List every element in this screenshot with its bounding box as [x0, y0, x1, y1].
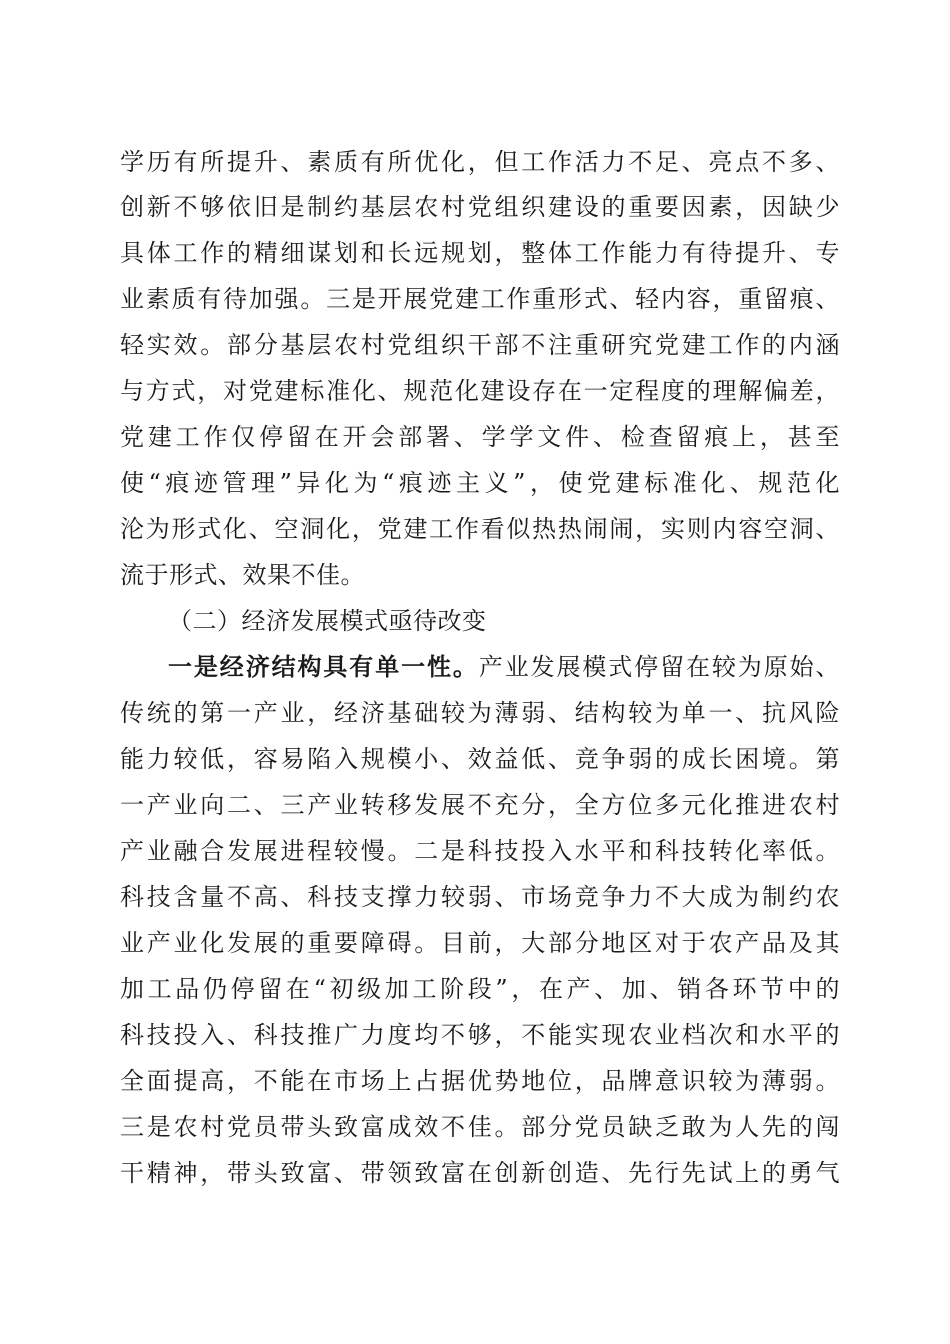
body-text-line: 沦为形式化、空洞化，党建工作看似热热闹闹，实则内容空洞、	[120, 515, 840, 543]
body-text-line: 与方式，对党建标准化、规范化建设存在一定程度的理解偏差，	[120, 377, 840, 405]
body-text-line: 业素质有待加强。三是开展党建工作重形式、轻内容，重留痕、	[120, 285, 840, 313]
body-text-line: 干精神，带头致富、带领致富在创新创造、先行先试上的勇气	[120, 1159, 840, 1187]
body-text-line: 业产业化发展的重要障碍。目前，大部分地区对于农产品及其	[120, 929, 840, 957]
body-text-line: 全面提高，不能在市场上占据优势地位，品牌意识较为薄弱。	[120, 1067, 840, 1095]
body-text-line: 轻实效。部分基层农村党组织干部不注重研究党建工作的内涵	[120, 331, 840, 359]
body-text-line: 流于形式、效果不佳。	[120, 561, 365, 589]
body-text-line: 一产业向二、三产业转移发展不充分，全方位多元化推进农村	[120, 791, 840, 819]
body-text-line: 三是农村党员带头致富成效不佳。部分党员缺乏敢为人先的闯	[120, 1113, 840, 1141]
paragraph-first-line-rest: 产业发展模式停留在较为原始、	[478, 653, 841, 681]
body-text-line: 具体工作的精细谋划和长远规划，整体工作能力有待提升、专	[120, 239, 840, 267]
body-text-line: 能力较低，容易陷入规模小、效益低、竞争弱的成长困境。第	[120, 745, 840, 773]
body-text-line: 使“痕迹管理”异化为“痕迹主义”，使党建标准化、规范化	[120, 469, 840, 497]
paragraph-lead-phrase: 一是经济结构具有单一性。	[168, 652, 479, 681]
body-text-line: 创新不够依旧是制约基层农村党组织建设的重要因素，因缺少	[120, 193, 840, 221]
body-text-line: 产业融合发展进程较慢。二是科技投入水平和科技转化率低。	[120, 837, 840, 865]
paragraph-first-line	[168, 643, 840, 691]
body-text-line: 党建工作仅停留在开会部署、学学文件、检查留痕上，甚至	[120, 423, 840, 451]
section-heading: （二）经济发展模式亟待改变	[168, 607, 487, 635]
body-text-line: 传统的第一产业，经济基础较为薄弱、结构较为单一、抗风险	[120, 699, 840, 727]
body-text-line: 学历有所提升、素质有所优化，但工作活力不足、亮点不多、	[120, 148, 840, 176]
body-text-line: 加工品仍停留在“初级加工阶段”，在产、加、销各环节中的	[120, 975, 840, 1003]
body-text-line: 科技投入、科技推广力度均不够，不能实现农业档次和水平的	[120, 1021, 840, 1049]
body-text-line: 科技含量不高、科技支撑力较弱、市场竞争力不大成为制约农	[120, 883, 840, 911]
